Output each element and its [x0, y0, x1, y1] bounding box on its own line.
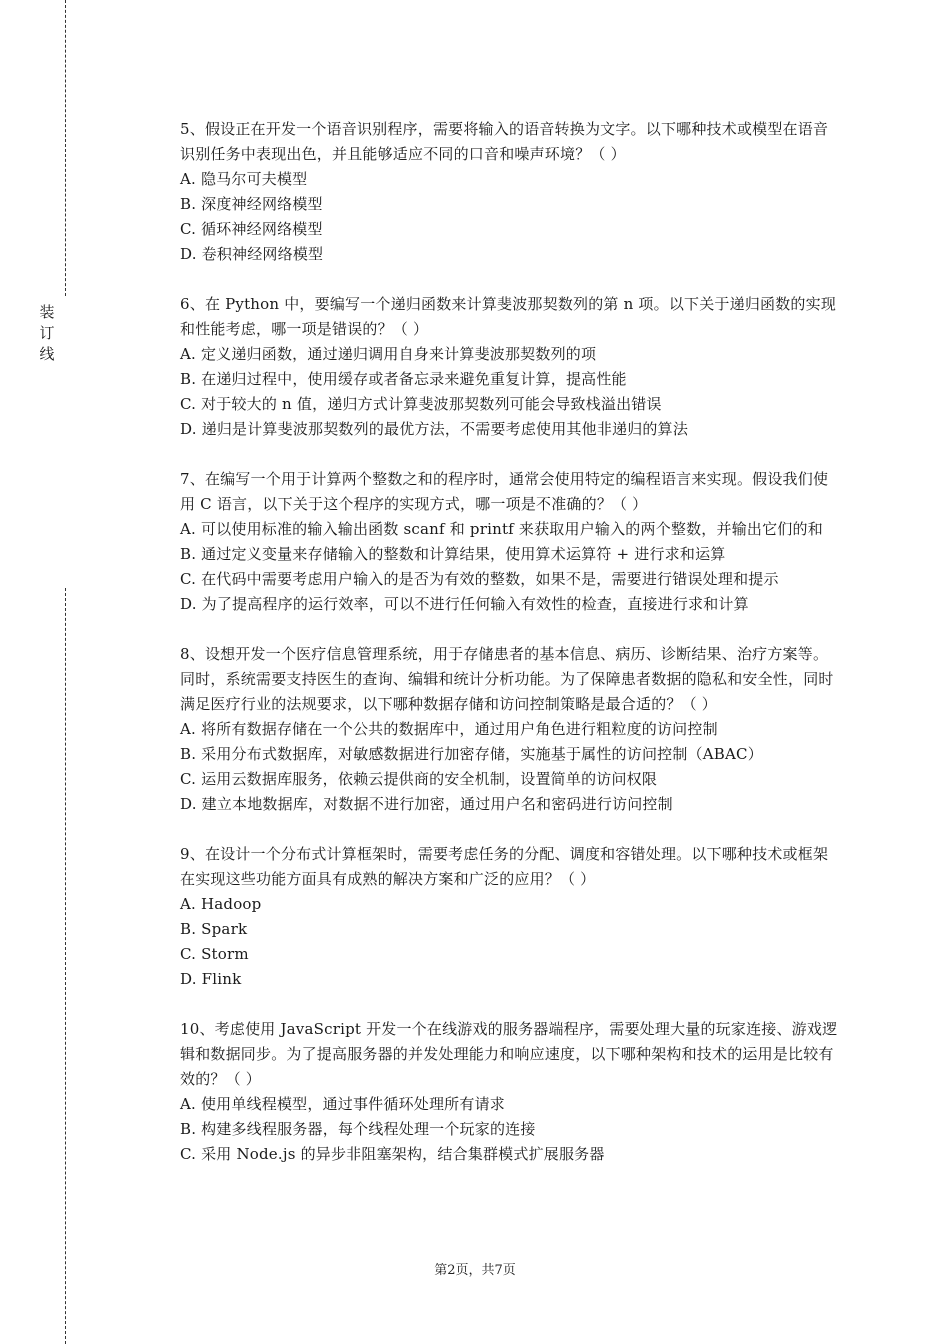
- option-b: B. 构建多线程服务器，每个线程处理一个玩家的连接: [180, 1120, 536, 1138]
- option-d: D. 为了提高程序的运行效率，可以不进行任何输入有效性的检查，直接进行求和计算: [180, 595, 749, 613]
- question-9: [180, 842, 840, 992]
- question-7: [180, 467, 840, 617]
- question-10: [180, 1017, 840, 1167]
- option-c: C. 在代码中需要考虑用户输入的是否为有效的整数，如果不是，需要进行错误处理和提示: [180, 570, 779, 588]
- question-stem: 6、在 Python 中，要编写一个递归函数来计算斐波那契数列的第 n 项。以下关于递归函数的实现和性能考虑，哪一项是错误的？（ ）: [180, 295, 837, 338]
- option-a: A. 可以使用标准的输入输出函数 scanf 和 printf 来获取用户输入的两个整数，并输出它们的和: [180, 520, 823, 538]
- option-a: A. Hadoop: [180, 895, 262, 913]
- option-c: C. 循环神经网络模型: [180, 220, 323, 238]
- question-5: [180, 117, 840, 267]
- binding-char: 线: [39, 345, 55, 363]
- question-stem: 8、设想开发一个医疗信息管理系统，用于存储患者的基本信息、病历、诊断结果、治疗方案等。同时，系统需要支持医生的查询、编辑和统计分析功能。为了保障患者数据的隐私和安全性，同时满足医疗行业的法规要求，以下哪种数据存储和访问控制策略是最合适的？（ ）: [180, 645, 834, 713]
- question-stem: 10、考虑使用 JavaScript 开发一个在线游戏的服务器端程序，需要处理大量的玩家连接、游戏逻辑和数据同步。为了提高服务器的并发处理能力和响应速度，以下哪种架构和技术的运用是比较有效的？（ ）: [180, 1020, 838, 1088]
- option-c: C. 对于较大的 n 值，递归方式计算斐波那契数列可能会导致栈溢出错误: [180, 395, 662, 413]
- question-stem: 7、在编写一个用于计算两个整数之和的程序时，通常会使用特定的编程语言来实现。假设我们使用 C 语言，以下关于这个程序的实现方式，哪一项是不准确的？（ ）: [180, 470, 829, 513]
- option-b: B. 在递归过程中，使用缓存或者备忘录来避免重复计算，提高性能: [180, 370, 627, 388]
- question-6: [180, 292, 840, 442]
- option-b: B. 通过定义变量来存储输入的整数和计算结果，使用算术运算符 + 进行求和运算: [180, 545, 726, 563]
- question-stem: 9、在设计一个分布式计算框架时，需要考虑任务的分配、调度和容错处理。以下哪种技术或框架在实现这些功能方面具有成熟的解决方案和广泛的应用？（ ）: [180, 845, 829, 888]
- option-b: B. Spark: [180, 920, 248, 938]
- option-c: C. Storm: [180, 945, 249, 963]
- question-8: [180, 642, 840, 817]
- option-a: A. 定义递归函数，通过递归调用自身来计算斐波那契数列的项: [180, 345, 597, 363]
- option-d: D. 建立本地数据库，对数据不进行加密，通过用户名和密码进行访问控制: [180, 795, 673, 813]
- binding-char: 订: [39, 324, 55, 342]
- binding-line-top: [65, 0, 66, 296]
- option-c: C. 采用 Node.js 的异步非阻塞架构，结合集群模式扩展服务器: [180, 1145, 605, 1163]
- option-a: A. 隐马尔可夫模型: [180, 170, 308, 188]
- option-b: B. 采用分布式数据库，对敏感数据进行加密存储，实施基于属性的访问控制（ABAC）: [180, 745, 763, 763]
- option-c: C. 运用云数据库服务，依赖云提供商的安全机制，设置简单的访问权限: [180, 770, 658, 788]
- option-d: D. 卷积神经网络模型: [180, 245, 324, 263]
- option-a: A. 使用单线程模型，通过事件循环处理所有请求: [180, 1095, 505, 1113]
- question-list: [180, 117, 840, 1192]
- option-d: D. Flink: [180, 970, 242, 988]
- binding-label: [38, 302, 56, 365]
- binding-char: 装: [39, 303, 55, 321]
- binding-line-bottom: [65, 588, 66, 1344]
- option-a: A. 将所有数据存储在一个公共的数据库中，通过用户角色进行粗粒度的访问控制: [180, 720, 718, 738]
- option-d: D. 递归是计算斐波那契数列的最优方法，不需要考虑使用其他非递归的算法: [180, 420, 689, 438]
- page-footer: 第2页，共7页: [434, 1263, 516, 1278]
- option-b: B. 深度神经网络模型: [180, 195, 323, 213]
- question-stem: 5、假设正在开发一个语音识别程序，需要将输入的语音转换为文字。以下哪种技术或模型在语音识别任务中表现出色，并且能够适应不同的口音和噪声环境？（ ）: [180, 120, 829, 163]
